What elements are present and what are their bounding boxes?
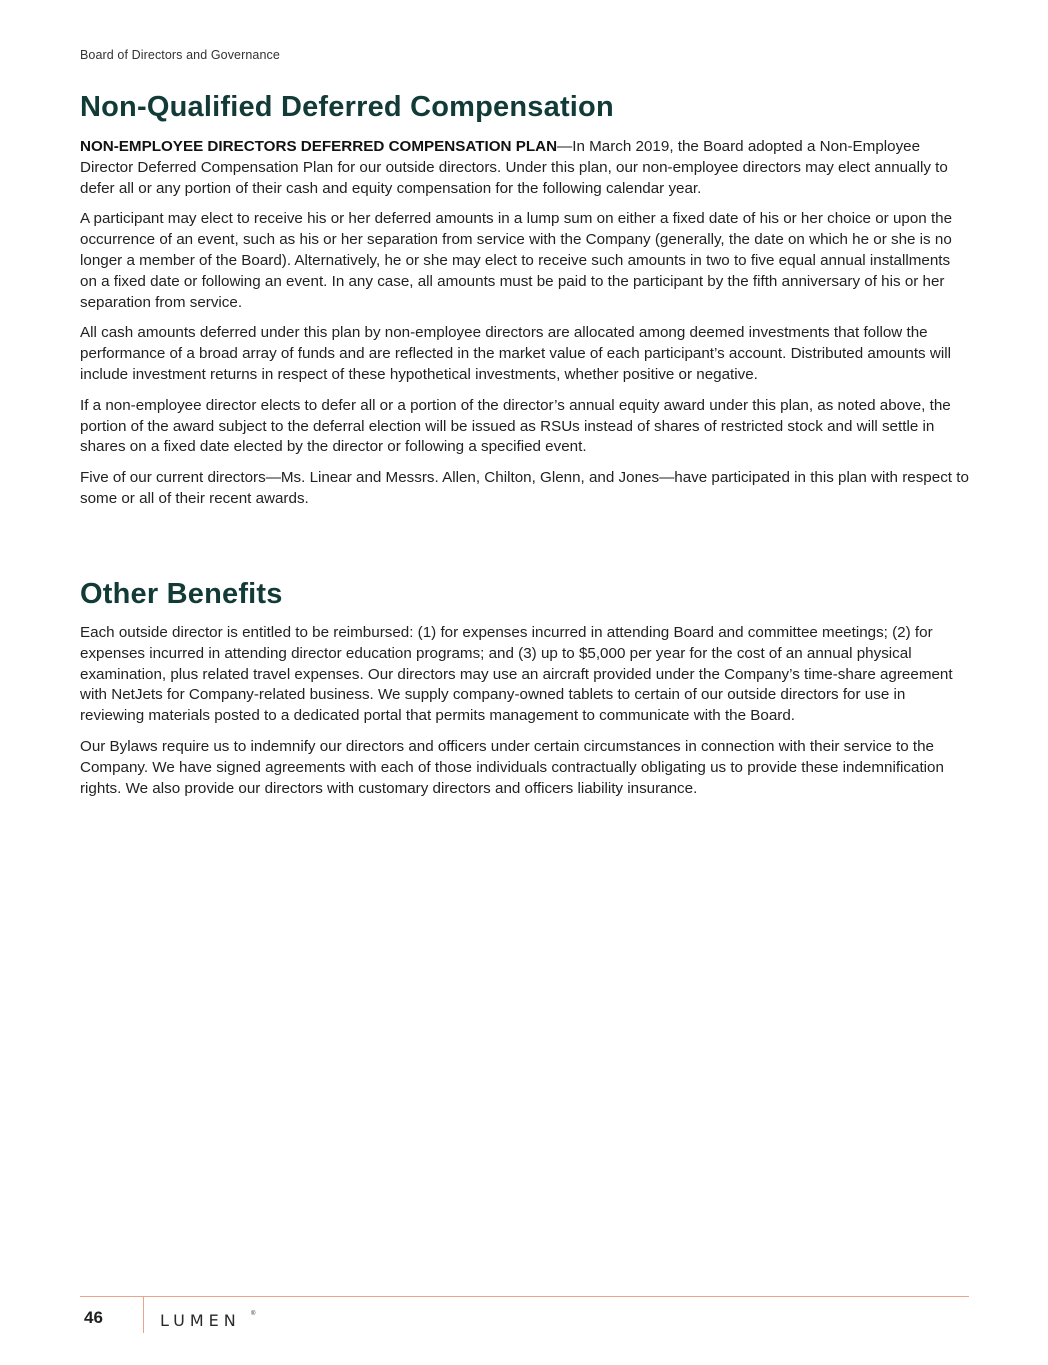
running-header: Board of Directors and Governance	[80, 48, 280, 62]
paragraph	[80, 137, 970, 199]
footer-rule	[80, 1296, 969, 1297]
registered-mark: ®	[251, 1311, 256, 1317]
paragraph: Our Bylaws require us to indemnify our directors and officers under certain circumstances in connection with their service to the Company. We have signed agreements with each of those individuals contractually obligating us to provide these indemnification rights. We also provide our directors with customary directors and officers liability insurance.	[80, 737, 944, 797]
section-deferred-compensation	[80, 137, 970, 520]
section-other-benefits	[80, 623, 970, 809]
lead-in-heading: NON-EMPLOYEE DIRECTORS DEFERRED COMPENSATION PLAN	[80, 138, 558, 155]
paragraph: All cash amounts deferred under this plan by non-employee directors are allocated among deemed investments that follow the performance of a broad array of funds and are reflected in the market value of each participant’s account. Distributed amounts will include investment returns in respect of these hypothetical investments, whether positive or negative.	[80, 324, 951, 383]
lumen-logo: LUMEN	[160, 1311, 241, 1330]
paragraph: Each outside director is entitled to be reimbursed: (1) for expenses incurred in attending Board and committee meetings; (2) for expenses incurred in attending director education programs; and (3) up to $5,000 per year for the cost of an annual physical examination, plus related travel expenses. Our directors may use an aircraft provided under the Company’s time-share agreement with NetJets for Company-related business. We supply company-owned tablets to certain of our outside directors for use in reviewing materials posted to a dedicated portal that permits management to communicate with the Board.	[80, 624, 953, 725]
footer-divider	[143, 1297, 144, 1333]
page-number: 46	[84, 1308, 103, 1327]
paragraph: If a non-employee director elects to defer all or a portion of the director’s annual equity award under this plan, as noted above, the portion of the award subject to the deferral election will be issued as RSUs instead of shares of restricted stock and will settle in shares on a fixed date elected by the director or following a specified event.	[80, 396, 951, 456]
paragraph: A participant may elect to receive his or her deferred amounts in a lump sum on either a fixed date of his or her choice or upon the occurrence of an event, such as his or her separation from service with the Company (generally, the date on which he or she is no longer a member of the Board). Alternatively, he or she may elect to receive such amounts in two to five equal annual installments on a fixed date or following an event. In any case, all amounts must be paid to the participant by the fifth anniversary of his or her separation from service.	[80, 210, 953, 311]
paragraph-text: —In March 2019, the Board adopted a Non-Employee Director Deferred Compensation Plan for our outside directors. Under this plan, our non-employee directors may elect annually to defer all or any portion of their cash and equity compensation for the following calendar year.	[80, 138, 948, 197]
paragraph: Five of our current directors—Ms. Linear and Messrs. Allen, Chilton, Glenn, and Jones—have participated in this plan with respect to some or all of their recent awards.	[80, 469, 969, 507]
section-title-other-benefits: Other Benefits	[80, 578, 283, 610]
section-title-deferred-compensation: Non-Qualified Deferred Compensation	[80, 91, 614, 123]
